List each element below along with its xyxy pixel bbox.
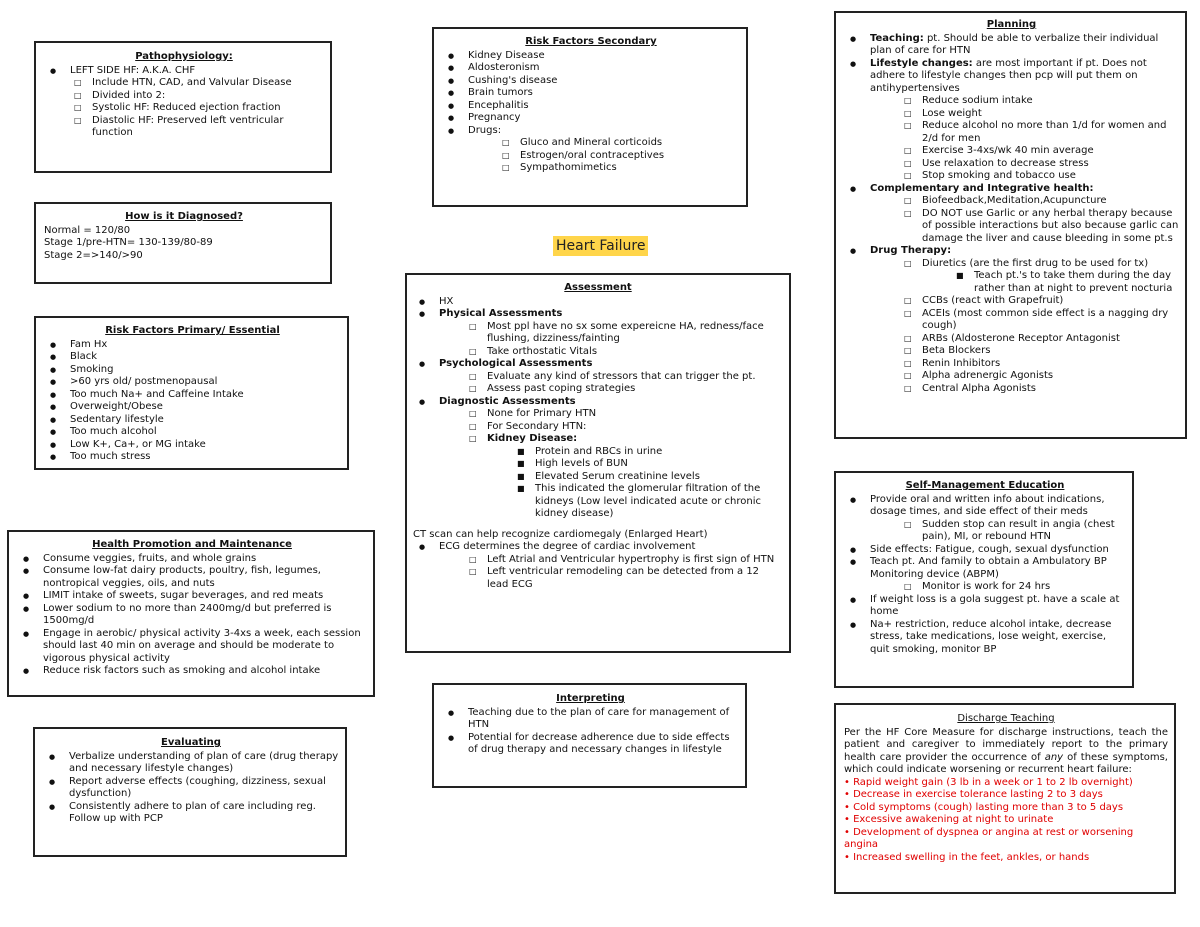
list-item: ● Teaching: pt. Should be able to verbalize their individual plan of care for HTN <box>844 33 1179 58</box>
list-item: □ Alpha adrenergic Agonists <box>900 370 1179 383</box>
discharge-box <box>834 703 1176 894</box>
list-item: ● Report adverse effects (coughing, dizziness, sexual dysfunction) <box>43 776 339 801</box>
list-item: ● Kidney Disease <box>442 50 740 63</box>
list-item: □ Assess past coping strategies <box>465 383 783 396</box>
discharge-symptom: • Rapid weight gain (3 lb in a week or 1 to 2 lb overnight) <box>844 776 1133 788</box>
list-item: □ Lose weight <box>900 108 1179 121</box>
list-item: □ Gluco and Mineral corticoids <box>498 137 740 150</box>
list-item: □ Left ventricular remodeling can be detected from a 12 lead ECG <box>465 566 783 591</box>
list-item: □ ARBs (Aldosterone Receptor Antagonist <box>900 333 1179 346</box>
ct-scan-note: CT scan can help recognize cardiomegaly (Enlarged Heart) <box>413 528 708 540</box>
discharge-intro: Per the HF Core Measure for discharge instructions, teach the patient and caregiver to immediately report to the primary health care provider the occurrence of any of these symptoms, which could indicate worsening or recurrent heart failure: <box>844 726 1168 775</box>
health-promotion-header: Health Promotion and Maintenance <box>92 539 292 550</box>
list-item: ● Too much Na+ and Caffeine Intake <box>44 389 341 402</box>
list-item: □ CCBs (react with Grapefruit) <box>900 295 1179 308</box>
list-item: □ Renin Inhibitors <box>900 358 1179 371</box>
list-item: □ Systolic HF: Reduced ejection fraction <box>70 102 324 115</box>
list-item: ■ Elevated Serum creatinine levels <box>513 471 783 484</box>
risk-primary-box <box>34 316 349 470</box>
assessment-box <box>405 273 791 653</box>
list-item: ● Na+ restriction, reduce alcohol intake, decrease stress, take medications, lose weight, exercise, quit smoking, monitor BP <box>844 619 1126 657</box>
list-item: □ Central Alpha Agonists <box>900 383 1179 396</box>
diagnosed-line: Normal = 120/80 <box>44 224 131 236</box>
list-item: □ Sudden stop can result in angia (chest pain), MI, or rebound HTN <box>900 519 1126 544</box>
list-item: ■ Teach pt.'s to take them during the day rather than at night to prevent nocturia <box>952 270 1179 295</box>
planning-header: Planning <box>986 19 1037 30</box>
list-item: □ Monitor is work for 24 hrs <box>900 581 1126 594</box>
list-item: ● Brain tumors <box>442 87 740 100</box>
discharge-symptom: • Development of dyspnea or angina at rest or worsening angina <box>844 826 1134 850</box>
list-item: □ DO NOT use Garlic or any herbal therapy because of possible interactions but also because garlic can damage the liver and cause bleeding in some pt.s <box>900 208 1179 246</box>
discharge-symptom: • Increased swelling in the feet, ankles, or hands <box>844 851 1090 863</box>
assessment-header: Assessment <box>564 282 632 293</box>
list-item: ● Low K+, Ca+, or MG intake <box>44 439 341 452</box>
list-item: □ For Secondary HTN: <box>465 421 783 434</box>
risk-primary-header: Risk Factors Primary/ Essential <box>105 325 280 336</box>
list-item: ● Side effects: Fatigue, cough, sexual dysfunction <box>844 544 1126 557</box>
diagnosed-box <box>34 202 332 284</box>
diagnosed-line: Stage 2=>140/>90 <box>44 249 143 261</box>
discharge-symptom: • Cold symptoms (cough) lasting more than 3 to 5 days <box>844 801 1124 813</box>
discharge-header: Discharge Teaching <box>957 713 1055 724</box>
interpreting-box <box>432 683 747 788</box>
diagnosed-line: Stage 1/pre-HTN= 130-139/80-89 <box>44 237 213 248</box>
list-item: ● Sedentary lifestyle <box>44 414 341 427</box>
list-item: ● >60 yrs old/ postmenopausal <box>44 376 341 389</box>
list-item: □ Kidney Disease: ■ Protein and RBCs in urine ■ High levels of BUN ■ Elevated Serum creatinine levels ■ This indicated the glomerular filtration of the kidneys (Low level indicated acute or chronic kidney disease) <box>465 433 783 521</box>
list-item: ● Aldosteronism <box>442 62 740 75</box>
list-item: ● Teaching due to the plan of care for management of HTN <box>442 707 739 732</box>
list-item: ● Engage in aerobic/ physical activity 3-4xs a week, each session should last 40 min on average and should be moderate to vigorous physical activity <box>17 628 367 666</box>
page-title: Heart Failure <box>553 236 648 256</box>
list-item: ● Psychological Assessments □ Evaluate any kind of stressors that can trigger the pt. □ Assess past coping strategies <box>413 358 783 396</box>
list-item: ● Black <box>44 351 341 364</box>
list-item: ● Lifestyle changes: are most important if pt. Does not adhere to lifestyle changes then pcp will put them on antihypertensives □ Reduce sodium intake □ Lose weight □ Reduce alcohol no more than 1/d for women and 2/d for men □ Exercise 3-4xs/wk 40 min average □ Use relaxation to decrease stress □ Stop smoking and tobacco use <box>844 58 1179 183</box>
list-item: ● Verbalize understanding of plan of care (drug therapy and necessary lifestyle changes) <box>43 751 339 776</box>
list-item: ■ High levels of BUN <box>513 458 783 471</box>
list-item: ● If weight loss is a gola suggest pt. have a scale at home <box>844 594 1126 619</box>
list-item: □ Take orthostatic Vitals <box>465 346 783 359</box>
list-item: ● Encephalitis <box>442 100 740 113</box>
evaluating-header: Evaluating <box>161 737 221 748</box>
list-item: □ Beta Blockers <box>900 345 1179 358</box>
planning-box <box>834 11 1187 439</box>
list-item: ● Drug Therapy: □ Diuretics (are the first drug to be used for tx) ■ Teach pt.'s to take them during the day rather than at night to prevent nocturia □ CCBs (react with Grapefruit) □ ACEIs (most common side effect is a nagging dry cough) □ ARBs (Aldosterone Receptor Antagonist □ Beta Blockers □ Renin Inhibitors □ Alpha adrenergic Agonists □ Central Alpha Agonists <box>844 245 1179 395</box>
list-item: ● Diagnostic Assessments □ None for Primary HTN □ For Secondary HTN: □ Kidney Disease: ■ Protein and RBCs in urine ■ High levels of BUN ■ Elevated Serum creatinine levels ■ This indicated the glomerular filtration of the kidneys (Low level indicated acute or chronic kidney disease) <box>413 396 783 521</box>
list-item: □ Diastolic HF: Preserved left ventricular function <box>70 115 324 140</box>
list-item: ● Smoking <box>44 364 341 377</box>
self-management-header: Self-Management Education <box>905 480 1065 491</box>
list-item: ● Potential for decrease adherence due to side effects of drug therapy and necessary changes in lifestyle <box>442 732 739 757</box>
risk-secondary-box <box>432 27 748 207</box>
list-item: □ Most ppl have no sx some expereicne HA, redness/face flushing, dizziness/fainting <box>465 321 783 346</box>
list-item: □ Reduce alcohol no more than 1/d for women and 2/d for men <box>900 120 1179 145</box>
list-item: ■ This indicated the glomerular filtration of the kidneys (Low level indicated acute or chronic kidney disease) <box>513 483 783 521</box>
list-item: □ Estrogen/oral contraceptives <box>498 150 740 163</box>
pathophysiology-header: Pathophysiology: <box>135 51 233 62</box>
list-item: □ Use relaxation to decrease stress <box>900 158 1179 171</box>
list-item: ■ Protein and RBCs in urine <box>513 446 783 459</box>
interpreting-header: Interpreting <box>556 693 625 704</box>
discharge-symptom: • Excessive awakening at night to urinate <box>844 814 1054 825</box>
list-item: ● Consume low-fat dairy products, poultry, fish, legumes, nontropical veggies, oils, and nuts <box>17 565 367 590</box>
list-item: ● Reduce risk factors such as smoking and alcohol intake <box>17 665 367 678</box>
diagnosed-header: How is it Diagnosed? <box>125 211 243 222</box>
list-item: ● Cushing's disease <box>442 75 740 88</box>
list-item: ● Overweight/Obese <box>44 401 341 414</box>
list-item: □ Stop smoking and tobacco use <box>900 170 1179 183</box>
list-item: ● Physical Assessments □ Most ppl have no sx some expereicne HA, redness/face flushing, dizziness/fainting □ Take orthostatic Vitals <box>413 308 783 358</box>
list-item: ● Consistently adhere to plan of care including reg. Follow up with PCP <box>43 801 339 826</box>
list-item: □ Sympathomimetics <box>498 162 740 175</box>
list-item: ● Fam Hx <box>44 339 341 352</box>
list-item: ● Consume veggies, fruits, and whole grains <box>17 553 367 566</box>
list-item: □ Diuretics (are the first drug to be used for tx) ■ Teach pt.'s to take them during the day rather than at night to prevent nocturia <box>900 258 1179 296</box>
list-item: □ None for Primary HTN <box>465 408 783 421</box>
discharge-symptom: • Decrease in exercise tolerance lasting 2 to 3 days <box>844 789 1103 800</box>
list-item: ● Too much alcohol <box>44 426 341 439</box>
list-item: ● Too much stress <box>44 451 341 464</box>
pathophysiology-box <box>34 41 332 173</box>
list-item: ● Provide oral and written info about indications, dosage times, and side effect of their meds □ Sudden stop can result in angia (chest pain), MI, or rebound HTN <box>844 494 1126 544</box>
list-item: □ Exercise 3-4xs/wk 40 min average <box>900 145 1179 158</box>
list-item: □ ACEIs (most common side effect is a nagging dry cough) <box>900 308 1179 333</box>
list-item: ● Lower sodium to no more than 2400mg/d but preferred is 1500mg/d <box>17 603 367 628</box>
list-item: □ Biofeedback,Meditation,Acupuncture <box>900 195 1179 208</box>
list-item: ● LEFT SIDE HF: A.K.A. CHF □ Include HTN, CAD, and Valvular Disease □ Divided into 2: □ Systolic HF: Reduced ejection fraction □ Diastolic HF: Preserved left ventricular function <box>44 65 324 140</box>
list-item: □ Reduce sodium intake <box>900 95 1179 108</box>
evaluating-box <box>33 727 347 857</box>
list-item: ● Pregnancy <box>442 112 740 125</box>
self-management-box <box>834 471 1134 688</box>
list-item: ● LIMIT intake of sweets, sugar beverages, and red meats <box>17 590 367 603</box>
list-item: ● Teach pt. And family to obtain a Ambulatory BP Monitoring device (ABPM) □ Monitor is work for 24 hrs <box>844 556 1126 594</box>
list-item: □ Left Atrial and Ventricular hypertrophy is first sign of HTN <box>465 554 783 567</box>
list-item: □ Divided into 2: <box>70 90 324 103</box>
list-item: □ Include HTN, CAD, and Valvular Disease <box>70 77 324 90</box>
list-item: ● HX <box>413 296 783 309</box>
list-item: ● ECG determines the degree of cardiac involvement □ Left Atrial and Ventricular hypertrophy is first sign of HTN □ Left ventricular remodeling can be detected from a 12 lead ECG <box>413 541 783 591</box>
health-promotion-box <box>7 530 375 697</box>
risk-secondary-header: Risk Factors Secondary <box>525 36 657 47</box>
list-item: ● Complementary and Integrative health: □ Biofeedback,Meditation,Acupuncture □ DO NOT use Garlic or any herbal therapy because of possible interactions but also because garlic can damage the liver and cause bleeding in some pt.s <box>844 183 1179 246</box>
list-item: □ Evaluate any kind of stressors that can trigger the pt. <box>465 371 783 384</box>
list-item: ● Drugs: □ Gluco and Mineral corticoids □ Estrogen/oral contraceptives □ Sympathomimetics <box>442 125 740 175</box>
